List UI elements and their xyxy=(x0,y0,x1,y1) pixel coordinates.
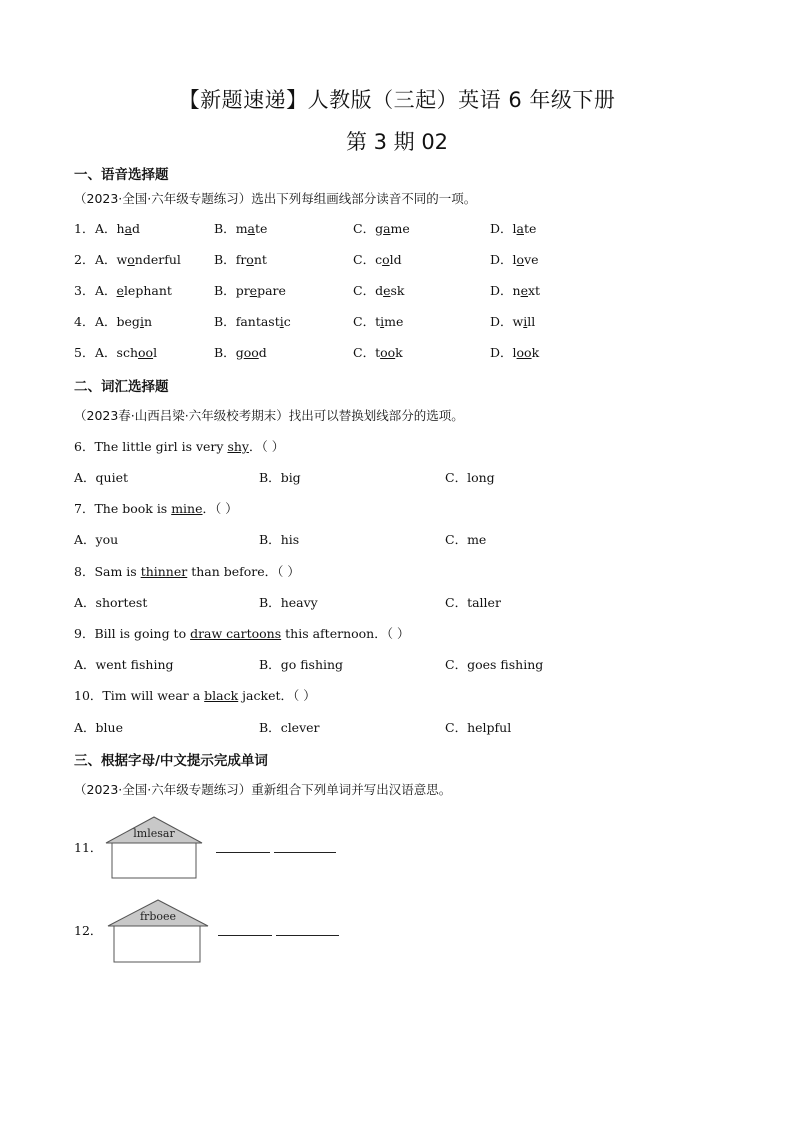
option-letter: B． xyxy=(259,720,281,735)
answer-option[interactable] xyxy=(353,219,410,237)
answer-option[interactable] xyxy=(445,655,543,673)
answer-option[interactable] xyxy=(74,655,174,673)
question-number: 9． xyxy=(74,626,95,641)
option-letter: A． xyxy=(74,720,96,735)
scrambled-letters: lmlesar xyxy=(133,827,175,840)
option-text: me xyxy=(467,532,487,547)
option-underlined-letters: i xyxy=(380,314,385,329)
answer-blank-meaning[interactable] xyxy=(274,838,336,853)
question-number: 1． xyxy=(74,221,95,236)
option-underlined-letters: o xyxy=(382,252,390,267)
option-letter: C． xyxy=(445,595,468,610)
answer-option[interactable] xyxy=(95,219,140,237)
option-underlined-letters: a xyxy=(516,221,524,236)
answer-option[interactable] xyxy=(259,593,318,611)
question-row xyxy=(0,312,794,332)
option-word-start: h xyxy=(116,221,125,236)
options-row xyxy=(0,593,794,613)
option-word-end: ll xyxy=(527,314,536,329)
option-word-end: te xyxy=(255,221,268,236)
answer-option[interactable] xyxy=(490,219,536,237)
options-row xyxy=(0,468,794,488)
option-word-end: k xyxy=(395,345,403,360)
answer-option[interactable] xyxy=(490,343,539,361)
option-letter: A． xyxy=(95,345,117,360)
answer-blank-word[interactable] xyxy=(218,921,272,936)
question-number: 11． xyxy=(74,840,103,855)
question-number: 12． xyxy=(74,923,103,938)
option-letter: C． xyxy=(353,345,376,360)
option-word-end: me xyxy=(390,221,410,236)
question-stem xyxy=(74,437,284,455)
option-underlined-letters: i xyxy=(139,314,144,329)
option-word-end: xt xyxy=(528,283,541,298)
option-underlined-letters: a xyxy=(383,221,391,236)
option-underlined-letters: e xyxy=(249,283,258,298)
option-text: taller xyxy=(467,595,501,610)
option-word-end: c xyxy=(283,314,291,329)
stem-text: The little girl is very xyxy=(94,439,228,454)
question-number: 10． xyxy=(74,688,103,703)
option-letter: B． xyxy=(259,532,281,547)
options-row xyxy=(0,718,794,738)
option-word-start: n xyxy=(512,283,521,298)
option-underlined-letters: e xyxy=(383,283,391,298)
answer-option[interactable] xyxy=(259,530,299,548)
option-word-end: n xyxy=(143,314,152,329)
answer-option[interactable] xyxy=(353,312,403,330)
option-word-end: l xyxy=(153,345,158,360)
stem-text-end: jacket．（ ） xyxy=(238,688,316,703)
stem-text: Sam is xyxy=(94,564,141,579)
option-text: goes fishing xyxy=(467,657,544,672)
answer-option[interactable] xyxy=(490,281,540,299)
option-word-start: l xyxy=(512,345,517,360)
question-number: 8． xyxy=(74,564,95,579)
answer-option[interactable] xyxy=(95,312,152,330)
option-letter: A． xyxy=(95,221,117,236)
answer-option[interactable] xyxy=(74,718,123,736)
question-number: 2． xyxy=(74,252,95,267)
answer-option[interactable] xyxy=(445,718,511,736)
option-underlined-letters: a xyxy=(247,221,255,236)
option-word-start: fr xyxy=(235,252,247,267)
option-word-end: nt xyxy=(253,252,267,267)
option-word-end: pare xyxy=(257,283,286,298)
answer-option[interactable] xyxy=(259,718,320,736)
answer-option[interactable] xyxy=(214,281,286,299)
option-letter: C． xyxy=(353,314,376,329)
option-word-start: g xyxy=(375,221,384,236)
option-text: go fishing xyxy=(280,657,344,672)
answer-option[interactable] xyxy=(445,468,495,486)
question-number: 7． xyxy=(74,501,95,516)
answer-option[interactable] xyxy=(74,530,118,548)
question-stem xyxy=(74,624,409,642)
options-row xyxy=(0,530,794,550)
option-letter: B． xyxy=(259,470,281,485)
answer-option[interactable] xyxy=(490,312,535,330)
option-letter: C． xyxy=(445,532,468,547)
option-word-start: pr xyxy=(235,283,250,298)
option-word-end: sk xyxy=(390,283,405,298)
answer-option[interactable] xyxy=(214,312,291,330)
section-heading: 一、语音选择题 xyxy=(74,167,169,183)
option-letter: D． xyxy=(490,345,513,360)
option-underlined-letters: oo xyxy=(380,345,396,360)
scrambled-letters: frboee xyxy=(139,910,177,923)
option-word-start: l xyxy=(512,252,517,267)
stem-text: Bill is going to xyxy=(94,626,191,641)
option-word-start: g xyxy=(235,345,244,360)
option-letter: D． xyxy=(490,314,513,329)
answer-option[interactable] xyxy=(353,281,405,299)
option-word-start: t xyxy=(375,314,381,329)
option-word-start: beg xyxy=(116,314,140,329)
option-letter: A． xyxy=(74,532,96,547)
option-underlined-letters: i xyxy=(523,314,528,329)
option-letter: B． xyxy=(259,595,281,610)
question-number: 5． xyxy=(74,345,95,360)
option-text: heavy xyxy=(280,595,318,610)
stem-text-end: this afternoon．（ ） xyxy=(281,626,410,641)
option-letter: B． xyxy=(214,314,236,329)
option-letter: C． xyxy=(353,252,376,267)
answer-option[interactable] xyxy=(353,343,403,361)
option-letter: B． xyxy=(214,221,236,236)
stem-underlined: mine xyxy=(171,501,203,516)
option-underlined-letters: oo xyxy=(516,345,532,360)
question-row xyxy=(0,343,794,363)
option-underlined-letters: i xyxy=(279,314,284,329)
answer-option[interactable] xyxy=(214,343,267,361)
option-text: his xyxy=(280,532,300,547)
question-row xyxy=(0,250,794,270)
option-letter: C． xyxy=(445,720,468,735)
option-word-end: ve xyxy=(524,252,539,267)
stem-underlined: thinner xyxy=(140,564,188,579)
stem-text: Tim will wear a xyxy=(102,688,205,703)
option-letter: A． xyxy=(95,283,117,298)
option-letter: A． xyxy=(74,657,96,672)
option-text: you xyxy=(95,532,119,547)
option-underlined-letters: o xyxy=(127,252,135,267)
option-word-end: te xyxy=(523,221,537,236)
option-letter: A． xyxy=(74,470,96,485)
answer-option[interactable] xyxy=(259,655,343,673)
options-row xyxy=(0,655,794,675)
option-letter: C． xyxy=(353,221,376,236)
section-instruction: （2023·全国·六年级专题练习）重新组合下列单词并写出汉语意思。 xyxy=(74,782,452,797)
option-word-end: lephant xyxy=(123,283,172,298)
answer-option[interactable] xyxy=(445,530,486,548)
option-text: clever xyxy=(280,720,320,735)
option-word-end: ld xyxy=(389,252,402,267)
option-letter: B． xyxy=(214,252,236,267)
option-letter: B． xyxy=(259,657,281,672)
stem-underlined: black xyxy=(204,688,239,703)
stem-text-end: ．（ ） xyxy=(248,439,285,454)
house-letter-box xyxy=(106,898,210,966)
option-word-start: sch xyxy=(116,345,138,360)
option-letter: B． xyxy=(214,283,236,298)
option-word-end: k xyxy=(531,345,540,360)
option-text: long xyxy=(467,470,495,485)
stem-underlined: draw cartoons xyxy=(190,626,282,641)
answer-option[interactable] xyxy=(214,219,267,237)
answer-option[interactable] xyxy=(214,250,267,268)
option-underlined-letters: oo xyxy=(243,345,259,360)
option-letter: A． xyxy=(74,595,96,610)
answer-option[interactable] xyxy=(490,250,539,268)
stem-underlined: shy xyxy=(227,439,249,454)
question-number: 4． xyxy=(74,314,95,329)
question-stem xyxy=(74,499,238,517)
question-row xyxy=(0,281,794,301)
answer-option[interactable] xyxy=(74,593,147,611)
option-text: helpful xyxy=(467,720,512,735)
answer-option[interactable] xyxy=(353,250,402,268)
stem-text: The book is xyxy=(94,501,172,516)
stem-text-end: than before．（ ） xyxy=(187,564,300,579)
option-word-start: t xyxy=(375,345,381,360)
stem-text-end: ．（ ） xyxy=(202,501,238,516)
option-text: shortest xyxy=(95,595,148,610)
option-letter: B． xyxy=(214,345,236,360)
option-underlined-letters: e xyxy=(116,283,124,298)
question-row xyxy=(0,219,794,239)
question-stem xyxy=(74,686,316,704)
answer-option[interactable] xyxy=(74,468,128,486)
option-letter: C． xyxy=(445,657,468,672)
option-word-start: m xyxy=(235,221,248,236)
option-word-end: me xyxy=(384,314,404,329)
option-word-start: w xyxy=(116,252,128,267)
option-underlined-letters: o xyxy=(246,252,254,267)
option-word-end: nderful xyxy=(134,252,181,267)
section-instruction: （2023春·山西吕梁·六年级校考期末）找出可以替换划线部分的选项。 xyxy=(74,408,464,423)
section-heading: 三、根据字母/中文提示完成单词 xyxy=(74,753,268,769)
option-word-start: c xyxy=(375,252,383,267)
option-text: went fishing xyxy=(95,657,174,672)
answer-option[interactable] xyxy=(95,343,157,361)
answer-option[interactable] xyxy=(95,281,172,299)
option-text: quiet xyxy=(95,470,129,485)
question-number: 6． xyxy=(74,439,95,454)
option-text: blue xyxy=(95,720,123,735)
section-instruction: （2023·全国·六年级专题练习）选出下列每组画线部分读音不同的一项。 xyxy=(74,191,477,206)
option-word-start: w xyxy=(512,314,524,329)
answer-option[interactable] xyxy=(95,250,181,268)
answer-option[interactable] xyxy=(259,468,301,486)
option-word-start: fantast xyxy=(235,314,280,329)
section-heading: 二、词汇选择题 xyxy=(74,379,169,395)
option-letter: C． xyxy=(445,470,468,485)
option-letter: D． xyxy=(490,252,513,267)
page-subtitle: 第 3 期 02 xyxy=(345,130,449,154)
option-letter: A． xyxy=(95,314,117,329)
option-underlined-letters: e xyxy=(520,283,528,298)
answer-blank-meaning[interactable] xyxy=(276,921,339,936)
option-word-end: d xyxy=(258,345,267,360)
option-word-end: d xyxy=(132,221,141,236)
option-word-start: d xyxy=(375,283,384,298)
option-letter: D． xyxy=(490,221,513,236)
question-stem xyxy=(74,562,300,580)
option-letter: D． xyxy=(490,283,513,298)
option-letter: A． xyxy=(95,252,117,267)
option-text: big xyxy=(280,470,301,485)
answer-option[interactable] xyxy=(445,593,501,611)
option-underlined-letters: o xyxy=(516,252,525,267)
option-underlined-letters: oo xyxy=(138,345,154,360)
page-title: 【新题速递】人教版（三起）英语 6 年级下册 xyxy=(178,88,616,112)
house-letter-box xyxy=(104,815,204,881)
answer-blank-word[interactable] xyxy=(216,838,270,853)
option-word-start: l xyxy=(512,221,517,236)
question-number: 3． xyxy=(74,283,95,298)
option-letter: C． xyxy=(353,283,376,298)
option-underlined-letters: a xyxy=(124,221,133,236)
